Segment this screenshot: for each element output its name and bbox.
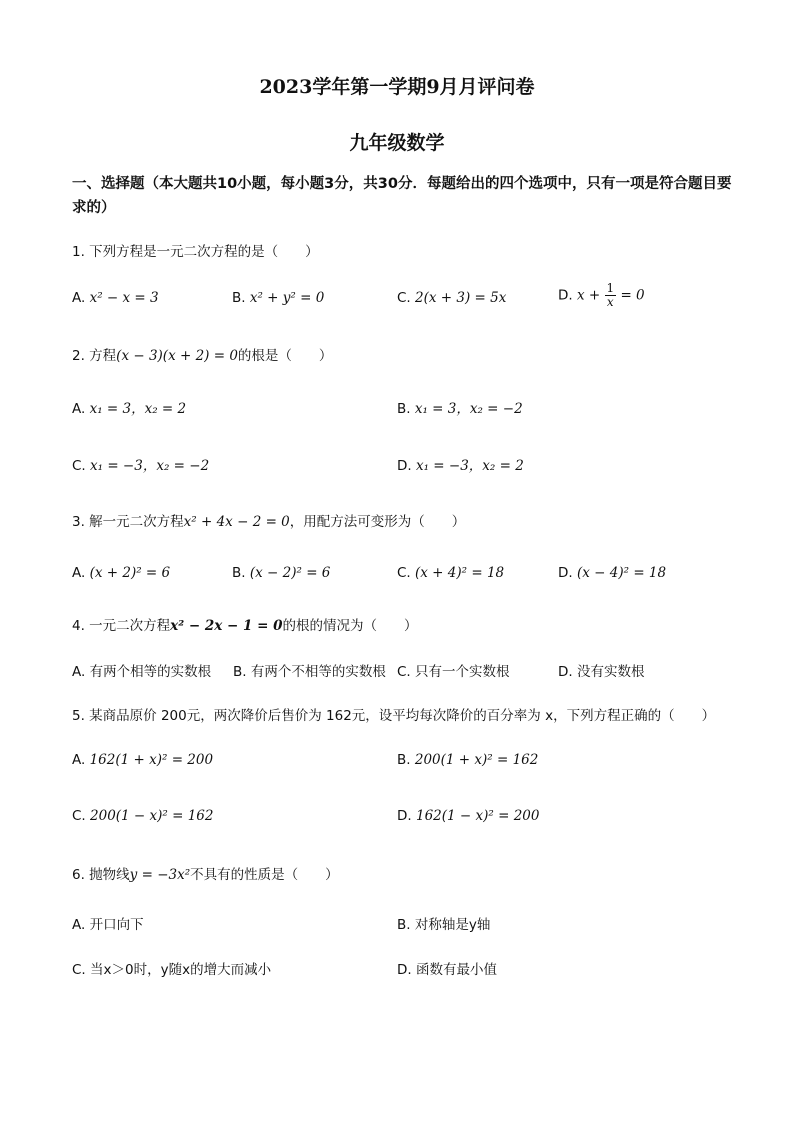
q3-option-d: D. (x − 4)² = 18 — [558, 565, 667, 581]
q3-option-a: A. (x + 2)² = 6 — [72, 565, 171, 581]
question-4-stem: 4. 一元二次方程x² − 2x − 1 = 0的根的情况为（ ） — [72, 618, 418, 634]
q2-option-c: C. x₁ = −3，x₂ = −2 — [72, 458, 210, 474]
q5-option-b: B. 200(1 + x)² = 162 — [397, 752, 539, 768]
exam-title: 2023学年第一学期9月月评问卷 — [259, 76, 535, 98]
q6-option-c: C. 当x＞0时，y随x的增大而减小 — [72, 962, 272, 978]
q4-option-a: A. 有两个相等的实数根 — [72, 664, 212, 680]
q6-option-a: A. 开口向下 — [72, 917, 144, 933]
q1-option-a: A. x² − x = 3 — [72, 290, 159, 306]
question-2-stem: 2. 方程(x − 3)(x + 2) = 0的根是（ ） — [72, 348, 333, 364]
q2-option-b: B. x₁ = 3，x₂ = −2 — [397, 401, 523, 417]
q1-option-d: D. x + $\frac{1}{x}$ = 0 — [558, 281, 645, 309]
question-3-stem: 3. 解一元二次方程x² + 4x − 2 = 0，用配方法可变形为（ ） — [72, 514, 466, 530]
q3-option-b: B. (x − 2)² = 6 — [232, 565, 331, 581]
q5-option-c: C. 200(1 − x)² = 162 — [72, 808, 214, 824]
question-5-stem: 5. 某商品原价 200元，两次降价后售价为 162元，设平均每次降价的百分率为 x，下列方程正确的（ ） — [72, 708, 716, 724]
q4-option-b: B. 有两个不相等的实数根 — [233, 664, 386, 680]
exam-subtitle: 九年级数学 — [349, 132, 445, 154]
q1-option-b: B. x² + y² = 0 — [232, 290, 325, 306]
q4-option-c: C. 只有一个实数根 — [397, 664, 510, 680]
question-1-stem: 1. 下列方程是一元二次方程的是（ ） — [72, 244, 319, 260]
q6-option-b: B. 对称轴是y轴 — [397, 917, 491, 933]
q4-option-d: D. 没有实数根 — [558, 664, 645, 680]
q5-option-d: D. 162(1 − x)² = 200 — [397, 808, 540, 824]
q1-option-c: C. 2(x + 3) = 5x — [397, 290, 507, 306]
q3-option-c: C. (x + 4)² = 18 — [397, 565, 505, 581]
q6-option-d: D. 函数有最小值 — [397, 962, 497, 978]
question-6-stem: 6. 抛物线y = −3x²不具有的性质是（ ） — [72, 867, 339, 883]
q5-option-a: A. 162(1 + x)² = 200 — [72, 752, 214, 768]
section-heading: 一、选择题（本大题共10小题，每小题3分，共30分．每题给出的四个选项中，只有一项是符合题目要求的） — [72, 176, 732, 216]
q2-option-a: A. x₁ = 3，x₂ = 2 — [72, 401, 187, 417]
fraction: $\frac{1}{x}$ — [606, 281, 615, 309]
q2-option-d: D. x₁ = −3，x₂ = 2 — [397, 458, 524, 474]
